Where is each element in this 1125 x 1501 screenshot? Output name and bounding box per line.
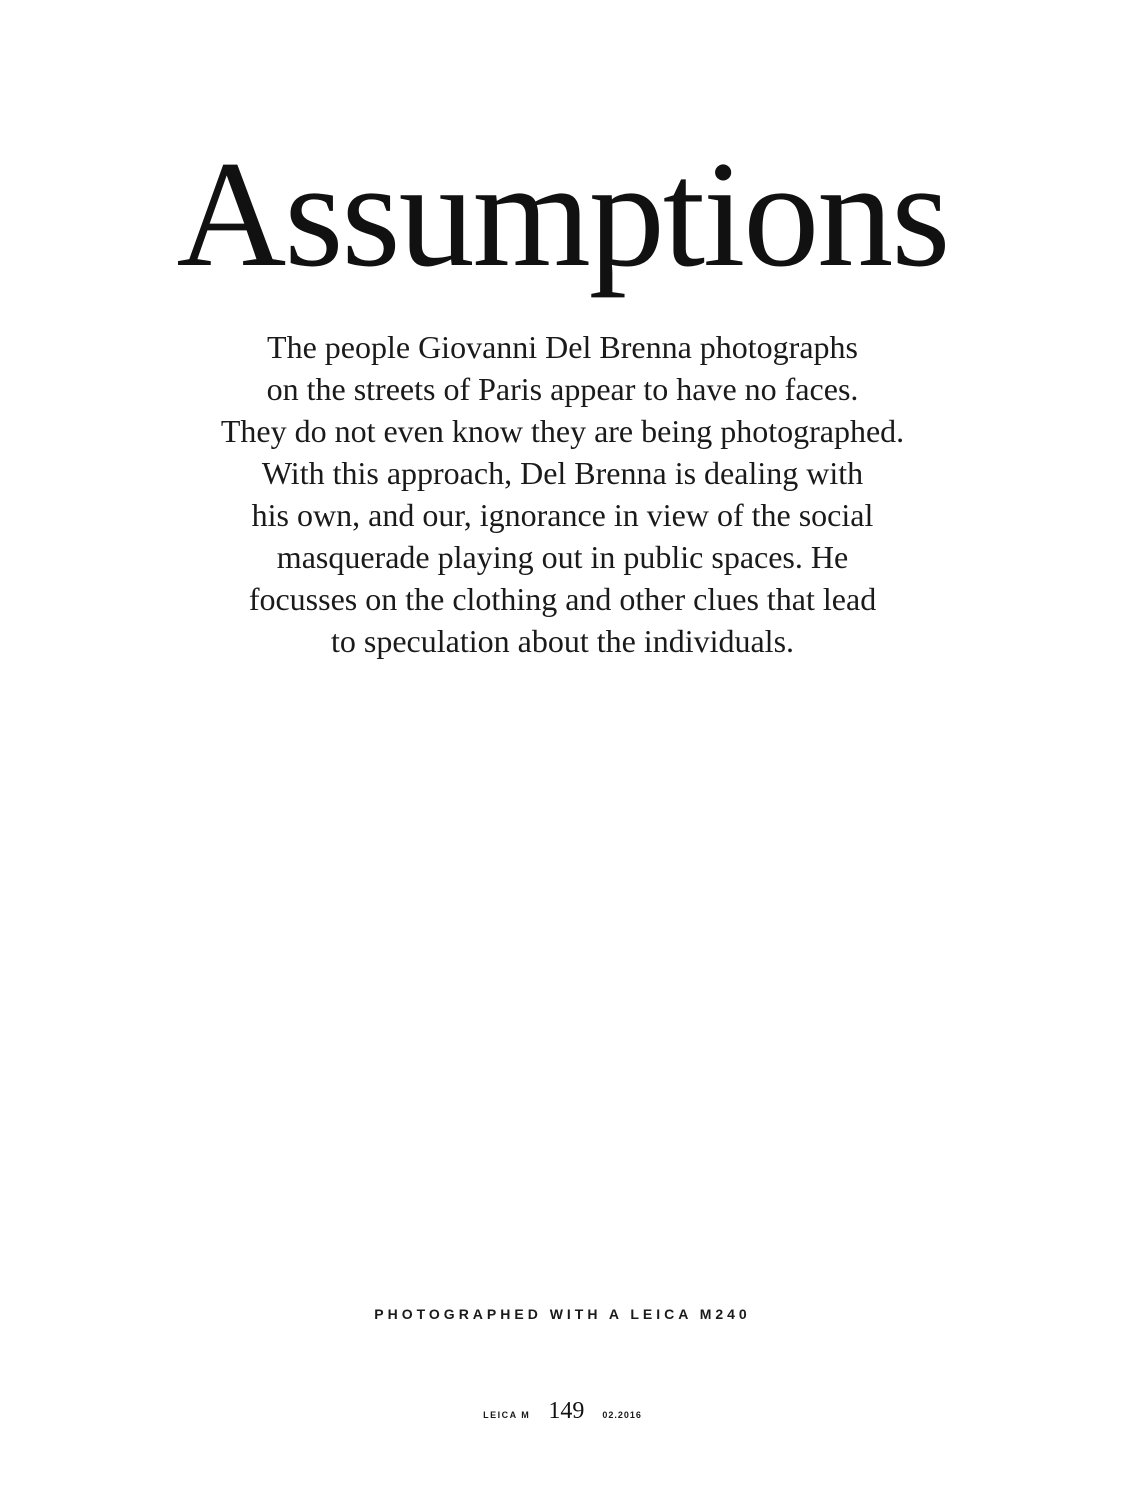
page-number: 149 [548, 1398, 585, 1424]
intro-line: his own, and our, ignorance in view of the social [251, 497, 874, 533]
intro-line: The people Giovanni Del Brenna photographs [267, 329, 858, 365]
magazine-name: LEICA M [483, 1410, 531, 1420]
article-intro [140, 326, 985, 662]
intro-line: They do not even know they are being photographed. [220, 413, 905, 449]
intro-line: With this approach, Del Brenna is dealing with [261, 455, 864, 491]
intro-line: focusses on the clothing and other clues that lead [248, 581, 877, 617]
article-title: Assumptions [176, 130, 949, 298]
photo-credit: PHOTOGRAPHED WITH A LEICA M240 [374, 1306, 751, 1322]
intro-line: masquerade playing out in public spaces. He [276, 539, 849, 575]
intro-line: to speculation about the individuals. [330, 623, 795, 659]
intro-line: on the streets of Paris appear to have no faces. [266, 371, 859, 407]
issue-date: 02.2016 [602, 1410, 642, 1420]
page-footer [0, 1398, 1125, 1425]
